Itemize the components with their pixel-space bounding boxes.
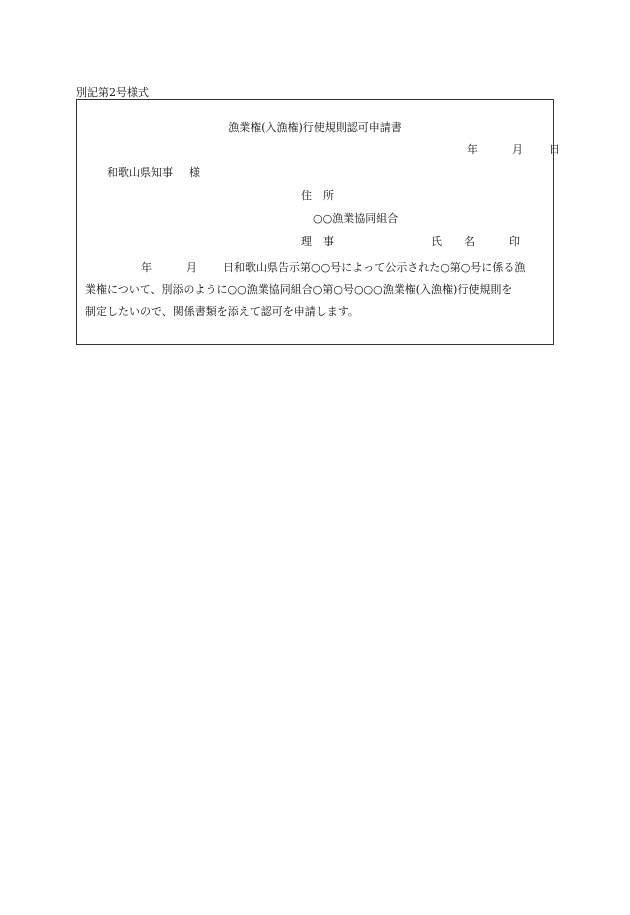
body-line-1	[85, 257, 545, 279]
document-title: 漁業権(入漁権)行使規則認可申請書	[228, 121, 402, 134]
date-month: 月	[512, 143, 523, 156]
date-line	[467, 143, 560, 157]
body-line-2: 業権について、別添のように○○漁業協同組合○第○号○○○漁業権(入漁権)行使規則を	[85, 283, 513, 296]
representative-line	[301, 235, 520, 249]
body-line-3: 制定したいので、関係書類を添えて認可を申請します。	[85, 305, 359, 318]
organization-name: ○○漁業協同組合	[313, 212, 399, 225]
addressee-honorific: 様	[189, 166, 200, 179]
body-year: 年	[141, 261, 152, 274]
application-form	[76, 99, 560, 345]
application-body	[85, 257, 545, 323]
representative-title: 理 事	[301, 235, 334, 248]
form-number: 別記第2号様式	[76, 86, 149, 99]
date-year: 年	[467, 143, 478, 156]
addressee-name: 和歌山県知事	[107, 166, 173, 179]
body-month: 月	[186, 261, 197, 274]
address-label: 住 所	[301, 189, 334, 202]
addressee	[107, 166, 200, 180]
date-day: 日	[549, 143, 560, 156]
name-and-seal	[431, 235, 520, 249]
body-line-1-rest: 日和歌山県告示第○○号によって公示された○第○号に係る漁	[223, 261, 526, 274]
name-label: 氏 名	[431, 235, 475, 248]
seal-mark: 印	[509, 235, 520, 248]
